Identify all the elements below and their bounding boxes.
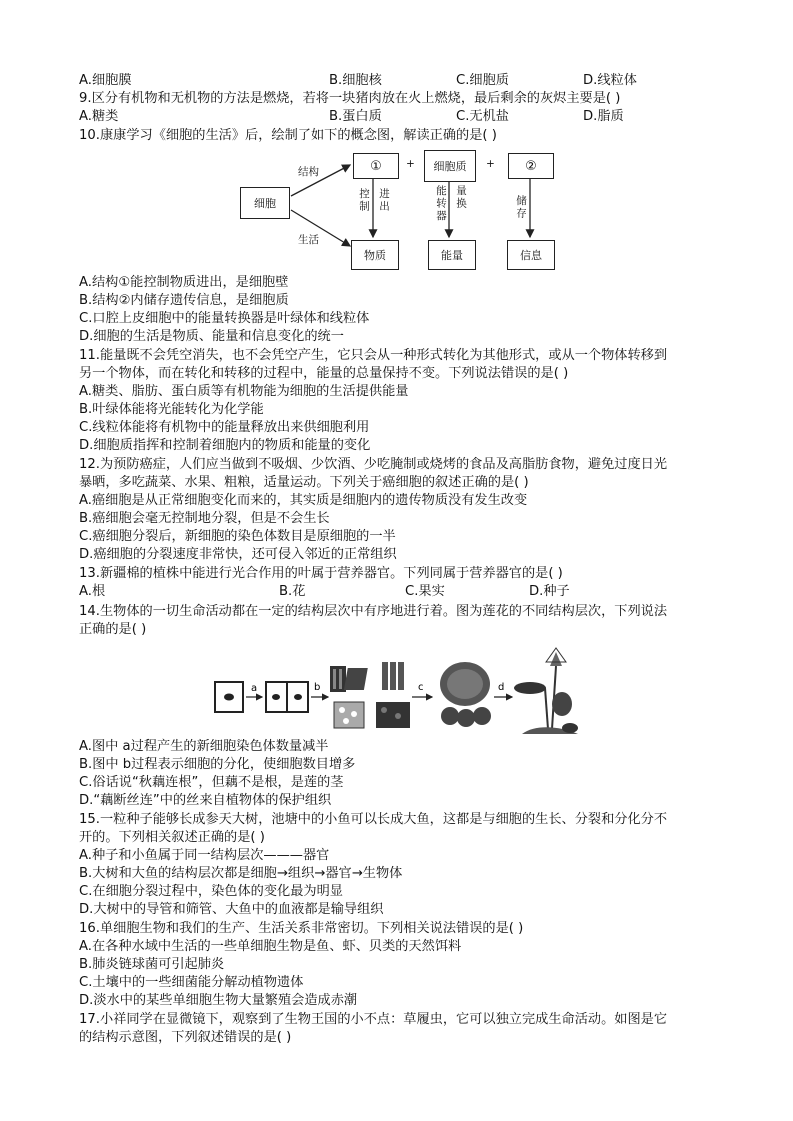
q13-option-d: D.种子	[529, 584, 570, 599]
cell-box: 细胞	[240, 187, 290, 219]
q9-option-c: C.无机盐	[456, 109, 509, 124]
inout-label: 进出	[378, 188, 390, 213]
q16-option-c: C.土壤中的一些细菌能分解动植物遗体	[79, 975, 304, 990]
q17-stem-line2: 的结构示意图，下列叙述错误的是( )	[79, 1030, 292, 1045]
diagram-arrows	[0, 0, 793, 280]
q10-concept-diagram	[0, 0, 793, 280]
structure-1-box: ①	[353, 153, 399, 179]
q10-option-a: A.结构①能控制物质进出，是细胞壁	[79, 275, 289, 290]
plus-sign-2: +	[486, 158, 495, 170]
q10-stem: 10.康康学习《细胞的生活》后，绘制了如下的概念图，解读正确的是( )	[79, 128, 497, 143]
structure-label: 结构	[298, 166, 319, 178]
store-label: 储存	[515, 195, 527, 220]
q15-stem-line1: 15.一粒种子能够长成参天大树，池塘中的小鱼可以长成大鱼，这都是与细胞的生长、分裂和分化分不	[79, 812, 668, 827]
q13-option-c: C.果实	[405, 584, 445, 599]
q16-option-d: D.淡水中的某些单细胞生物大量繁殖会造成赤潮	[79, 993, 358, 1008]
tissues-image	[330, 662, 410, 728]
energy-box: 能量	[428, 240, 476, 270]
q15-option-b: B.大树和大鱼的结构层次都是细胞→组织→器官→生物体	[79, 866, 403, 881]
info-box: 信息	[507, 240, 555, 270]
q14-stem-line2: 正确的是( )	[79, 622, 147, 637]
exchange-label: 量换	[455, 185, 467, 210]
q9-option-d: D.脂质	[583, 109, 624, 124]
q16-option-b: B.肺炎链球菌可引起肺炎	[79, 957, 225, 972]
q12-stem-line1: 12.为预防癌症，人们应当做到不吸烟、少饮酒、少吃腌制或烧烤的食品及高脂肪食物，避免过度日光	[79, 457, 668, 472]
q15-stem-line2: 开的。下列相关叙述正确的是( )	[79, 830, 265, 845]
q11-option-b: B.叶绿体能将光能转化为化学能	[79, 402, 264, 417]
q13-option-b: B.花	[279, 584, 306, 599]
cytoplasm-box: 细胞质	[424, 150, 476, 182]
q8-option-b: B.细胞核	[329, 73, 382, 88]
label-c: c	[418, 682, 424, 693]
q15-option-d: D.大树中的导管和筛管、大鱼中的血液都是输导组织	[79, 902, 384, 917]
structure-2-box: ②	[508, 153, 554, 179]
q14-option-c: C.俗话说“秋藕连根”，但藕不是根，是莲的茎	[79, 775, 344, 790]
q13-stem: 13.新疆棉的植株中能进行光合作用的叶属于营养器官。下列同属于营养器官的是( )	[79, 566, 563, 581]
q16-option-a: A.在各种水域中生活的一些单细胞生物是鱼、虾、贝类的天然饵料	[79, 939, 462, 954]
q9-option-b: B.蛋白质	[329, 109, 382, 124]
divided-cells-image	[266, 682, 308, 712]
q11-option-a: A.糖类、脂肪、蛋白质等有机物能为细胞的生活提供能量	[79, 384, 409, 399]
q10-option-d: D.细胞的生活是物质、能量和信息变化的统一	[79, 329, 344, 344]
life-label: 生活	[298, 234, 319, 246]
q14-option-a: A.图中 a过程产生的新细胞染色体数量减半	[79, 739, 329, 754]
q11-option-d: D.细胞质指挥和控制着细胞内的物质和能量的变化	[79, 438, 371, 453]
q13-option-a: A.根	[79, 584, 106, 599]
label-d: d	[498, 682, 505, 693]
q8-option-c: C.细胞质	[456, 73, 509, 88]
organs-image	[440, 662, 491, 727]
lotus-plant-image	[514, 648, 578, 734]
q8-option-d: D.线粒体	[583, 73, 637, 88]
matter-box: 物质	[351, 240, 399, 270]
q14-stem-line1: 14.生物体的一切生命活动都在一定的结构层次中有序地进行着。图为莲花的不同结构层次，下列说法	[79, 604, 668, 619]
converter-label: 能转器	[435, 185, 447, 223]
lotus-structure-levels-figure	[0, 644, 793, 744]
q16-stem: 16.单细胞生物和我们的生产、生活关系非常密切。下列相关说法错误的是( )	[79, 921, 524, 936]
control-label: 控制	[358, 188, 370, 213]
q12-option-d: D.癌细胞的分裂速度非常快，还可侵入邻近的正常组织	[79, 547, 397, 562]
q12-option-a: A.癌细胞是从正常细胞变化而来的，其实质是细胞内的遗传物质没有发生改变	[79, 493, 528, 508]
q12-option-b: B.癌细胞会毫无控制地分裂，但是不会生长	[79, 511, 330, 526]
label-b: b	[314, 682, 321, 693]
single-cell-image	[215, 682, 243, 712]
q14-option-d: D.“藕断丝连”中的丝来自植物体的保护组织	[79, 793, 332, 808]
q12-option-c: C.癌细胞分裂后，新细胞的染色体数目是原细胞的一半	[79, 529, 396, 544]
q17-stem-line1: 17.小祥同学在显微镜下，观察到了生物王国的小不点：草履虫，它可以独立完成生命活动。如图是它	[79, 1012, 668, 1027]
q9-option-a: A.糖类	[79, 109, 119, 124]
q12-stem-line2: 暴晒，多吃蔬菜、水果、粗粮，适量运动。下列关于癌细胞的叙述正确的是( )	[79, 475, 529, 490]
q9-stem: 9.区分有机物和无机物的方法是燃烧，若将一块猪肉放在火上燃烧，最后剩余的灰烬主要是( )	[79, 91, 621, 106]
plus-sign-1: +	[406, 158, 415, 170]
q11-stem-line2: 另一个物体，而在转化和转移的过程中，能量的总量保持不变。下列说法错误的是( )	[79, 366, 569, 381]
q11-option-c: C.线粒体能将有机物中的能量释放出来供细胞利用	[79, 420, 370, 435]
q15-option-c: C.在细胞分裂过程中，染色体的变化最为明显	[79, 884, 343, 899]
label-a: a	[251, 683, 258, 694]
q11-stem-line1: 11.能量既不会凭空消失，也不会凭空产生，它只会从一种形式转化为其他形式，或从一个物体转移到	[79, 348, 668, 363]
q8-option-a: A.细胞膜	[79, 73, 132, 88]
q10-option-b: B.结构②内储存遗传信息，是细胞质	[79, 293, 289, 308]
q14-option-b: B.图中 b过程表示细胞的分化，使细胞数目增多	[79, 757, 356, 772]
q10-option-c: C.口腔上皮细胞中的能量转换器是叶绿体和线粒体	[79, 311, 370, 326]
q15-option-a: A.种子和小鱼属于同一结构层次———器官	[79, 848, 330, 863]
